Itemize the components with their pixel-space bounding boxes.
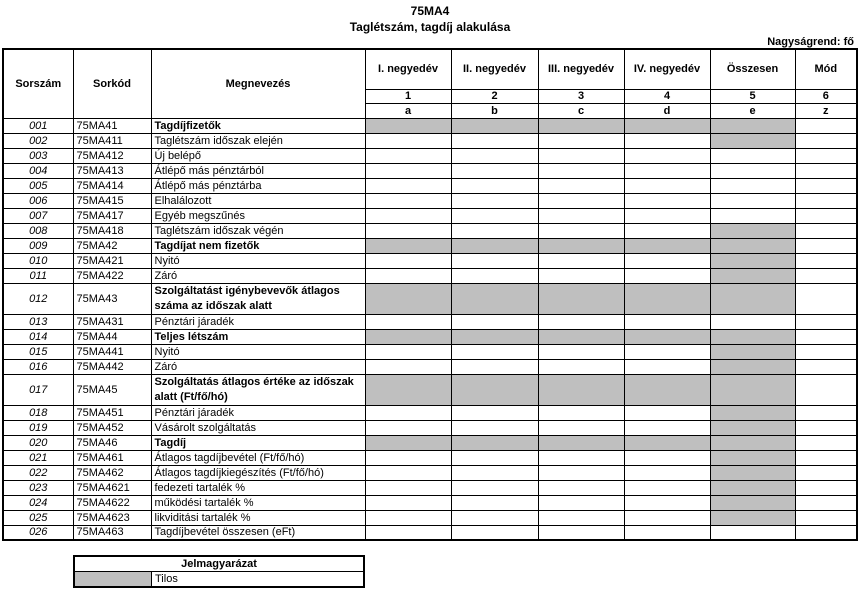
row-code: 75MA461 — [73, 450, 151, 465]
disabled-cell — [365, 118, 451, 133]
input-cell[interactable] — [451, 525, 538, 540]
row-name: Vásárolt szolgáltatás — [151, 420, 365, 435]
col-letter: z — [795, 103, 857, 118]
input-cell[interactable] — [624, 344, 710, 359]
legend — [73, 555, 365, 588]
disabled-cell — [538, 118, 624, 133]
input-cell[interactable] — [795, 148, 857, 163]
row-name: Pénztári járadék — [151, 314, 365, 329]
row-name: Átlagos tagdíjbevétel (Ft/fő/hó) — [151, 450, 365, 465]
unit-label: Nagyságrend: fő — [767, 36, 854, 48]
col-letter: c — [538, 103, 624, 118]
input-cell[interactable] — [365, 405, 451, 420]
row-number: 001 — [3, 118, 73, 133]
disabled-cell — [710, 405, 795, 420]
input-cell[interactable] — [795, 118, 857, 133]
input-cell[interactable] — [795, 193, 857, 208]
input-cell[interactable] — [365, 208, 451, 223]
disabled-cell — [451, 329, 538, 344]
input-cell[interactable] — [538, 344, 624, 359]
disabled-cell — [710, 238, 795, 253]
row-name: Záró — [151, 268, 365, 283]
input-cell[interactable] — [365, 510, 451, 525]
row-number: 024 — [3, 495, 73, 510]
table-row — [3, 405, 857, 420]
input-cell[interactable] — [538, 193, 624, 208]
row-code: 75MA442 — [73, 359, 151, 374]
input-cell[interactable] — [624, 223, 710, 238]
input-cell[interactable] — [451, 465, 538, 480]
disabled-cell — [538, 329, 624, 344]
col-letter: b — [451, 103, 538, 118]
input-cell[interactable] — [795, 208, 857, 223]
disabled-cell — [624, 374, 710, 405]
input-cell[interactable] — [795, 435, 857, 450]
input-cell[interactable] — [538, 495, 624, 510]
row-name: Elhalálozott — [151, 193, 365, 208]
row-name: Egyéb megszűnés — [151, 208, 365, 223]
disabled-cell — [365, 435, 451, 450]
form-title: Taglétszám, tagdíj alakulása — [349, 20, 511, 34]
input-cell[interactable] — [365, 193, 451, 208]
input-cell[interactable] — [451, 495, 538, 510]
disabled-cell — [624, 118, 710, 133]
input-cell[interactable] — [795, 133, 857, 148]
row-number: 022 — [3, 465, 73, 480]
input-cell[interactable] — [710, 163, 795, 178]
input-cell[interactable] — [451, 208, 538, 223]
input-cell[interactable] — [624, 510, 710, 525]
disabled-cell — [710, 268, 795, 283]
input-cell[interactable] — [795, 480, 857, 495]
input-cell[interactable] — [795, 465, 857, 480]
input-cell[interactable] — [795, 510, 857, 525]
table-row — [3, 510, 857, 525]
disabled-cell — [538, 283, 624, 314]
input-cell[interactable] — [710, 208, 795, 223]
col-number: 1 — [365, 89, 451, 103]
row-name: működési tartalék % — [151, 495, 365, 510]
input-cell[interactable] — [451, 420, 538, 435]
disabled-cell — [624, 238, 710, 253]
row-code: 75MA431 — [73, 314, 151, 329]
input-cell[interactable] — [538, 405, 624, 420]
input-cell[interactable] — [451, 450, 538, 465]
input-cell[interactable] — [538, 314, 624, 329]
row-number: 017 — [3, 374, 73, 405]
row-number: 006 — [3, 193, 73, 208]
disabled-cell — [710, 359, 795, 374]
disabled-cell — [451, 283, 538, 314]
table-body — [3, 118, 857, 540]
row-name: Tagdíj — [151, 435, 365, 450]
disabled-cell — [710, 510, 795, 525]
input-cell[interactable] — [538, 450, 624, 465]
input-cell[interactable] — [710, 525, 795, 540]
row-code: 75MA46 — [73, 435, 151, 450]
input-cell[interactable] — [451, 193, 538, 208]
disabled-cell — [710, 465, 795, 480]
disabled-cell — [538, 238, 624, 253]
table-row — [3, 238, 857, 253]
row-number: 007 — [3, 208, 73, 223]
col-number: 2 — [451, 89, 538, 103]
row-code: 75MA412 — [73, 148, 151, 163]
row-code: 75MA4622 — [73, 495, 151, 510]
disabled-cell — [710, 420, 795, 435]
disabled-cell — [365, 329, 451, 344]
row-code: 75MA41 — [73, 118, 151, 133]
row-name: Taglétszám időszak végén — [151, 223, 365, 238]
input-cell[interactable] — [624, 480, 710, 495]
table-row — [3, 465, 857, 480]
row-number: 009 — [3, 238, 73, 253]
row-code: 75MA45 — [73, 374, 151, 405]
input-cell[interactable] — [795, 344, 857, 359]
row-name: Új belépő — [151, 148, 365, 163]
disabled-cell — [710, 374, 795, 405]
input-cell[interactable] — [795, 405, 857, 420]
input-cell[interactable] — [451, 253, 538, 268]
input-cell[interactable] — [365, 314, 451, 329]
col-number: 3 — [538, 89, 624, 103]
input-cell[interactable] — [538, 480, 624, 495]
row-code: 75MA415 — [73, 193, 151, 208]
input-cell[interactable] — [795, 495, 857, 510]
col-letter: e — [710, 103, 795, 118]
input-cell[interactable] — [451, 148, 538, 163]
disabled-cell — [451, 374, 538, 405]
disabled-cell — [710, 435, 795, 450]
row-code: 75MA4623 — [73, 510, 151, 525]
disabled-cell — [365, 374, 451, 405]
disabled-cell — [538, 435, 624, 450]
input-cell[interactable] — [451, 344, 538, 359]
input-cell[interactable] — [795, 178, 857, 193]
input-cell[interactable] — [365, 344, 451, 359]
row-code: 75MA441 — [73, 344, 151, 359]
table-row — [3, 268, 857, 283]
input-cell[interactable] — [365, 163, 451, 178]
table-row — [3, 374, 857, 405]
input-cell[interactable] — [795, 163, 857, 178]
row-name: Szolgáltatást igénybevevők átlagos száma az időszak alatt — [151, 283, 365, 314]
input-cell[interactable] — [451, 480, 538, 495]
row-code: 75MA422 — [73, 268, 151, 283]
row-number: 013 — [3, 314, 73, 329]
row-number: 018 — [3, 405, 73, 420]
input-cell[interactable] — [624, 193, 710, 208]
input-cell[interactable] — [451, 314, 538, 329]
col-number: 4 — [624, 89, 710, 103]
input-cell[interactable] — [365, 450, 451, 465]
row-code: 75MA463 — [73, 525, 151, 540]
row-number: 026 — [3, 525, 73, 540]
header-sorszam: Sorszám — [3, 49, 73, 118]
row-name: Szolgáltatás átlagos értéke az időszak alatt (Ft/fő/hó) — [151, 374, 365, 405]
disabled-cell — [365, 238, 451, 253]
input-cell[interactable] — [795, 253, 857, 268]
input-cell[interactable] — [365, 525, 451, 540]
input-cell[interactable] — [795, 450, 857, 465]
input-cell[interactable] — [538, 253, 624, 268]
row-number: 014 — [3, 329, 73, 344]
input-cell[interactable] — [795, 359, 857, 374]
table-row — [3, 435, 857, 450]
table-row — [3, 148, 857, 163]
input-cell[interactable] — [538, 525, 624, 540]
row-code: 75MA414 — [73, 178, 151, 193]
header-col-5: Összesen — [710, 49, 795, 89]
header-col-6: Mód — [795, 49, 857, 89]
table-row — [3, 133, 857, 148]
input-cell[interactable] — [795, 223, 857, 238]
input-cell[interactable] — [624, 525, 710, 540]
table-row — [3, 314, 857, 329]
row-code: 75MA44 — [73, 329, 151, 344]
input-cell[interactable] — [451, 359, 538, 374]
input-cell[interactable] — [451, 510, 538, 525]
input-cell[interactable] — [710, 148, 795, 163]
row-number: 025 — [3, 510, 73, 525]
row-number: 003 — [3, 148, 73, 163]
row-number: 016 — [3, 359, 73, 374]
table-row — [3, 208, 857, 223]
input-cell[interactable] — [365, 268, 451, 283]
row-code: 75MA421 — [73, 253, 151, 268]
table-row — [3, 344, 857, 359]
row-number: 005 — [3, 178, 73, 193]
input-cell[interactable] — [795, 268, 857, 283]
input-cell[interactable] — [795, 374, 857, 405]
row-number: 011 — [3, 268, 73, 283]
row-name: Taglétszám időszak elején — [151, 133, 365, 148]
input-cell[interactable] — [365, 359, 451, 374]
row-code: 75MA462 — [73, 465, 151, 480]
input-cell[interactable] — [451, 133, 538, 148]
table-row — [3, 163, 857, 178]
col-letter: d — [624, 103, 710, 118]
disabled-cell — [451, 435, 538, 450]
row-name: fedezeti tartalék % — [151, 480, 365, 495]
row-name: Nyitó — [151, 253, 365, 268]
table-row — [3, 118, 857, 133]
input-cell[interactable] — [538, 268, 624, 283]
input-cell[interactable] — [538, 359, 624, 374]
row-number: 015 — [3, 344, 73, 359]
row-code: 75MA413 — [73, 163, 151, 178]
input-cell[interactable] — [365, 148, 451, 163]
form-code: 75MA4 — [410, 4, 450, 18]
input-cell[interactable] — [624, 268, 710, 283]
header-col-2: II. negyedév — [451, 49, 538, 89]
input-cell[interactable] — [624, 133, 710, 148]
disabled-cell — [710, 223, 795, 238]
input-cell[interactable] — [538, 163, 624, 178]
col-number: 6 — [795, 89, 857, 103]
input-cell[interactable] — [624, 148, 710, 163]
input-cell[interactable] — [538, 148, 624, 163]
table-row — [3, 283, 857, 314]
disabled-cell — [538, 374, 624, 405]
table-row — [3, 359, 857, 374]
input-cell[interactable] — [365, 178, 451, 193]
header-sorkod: Sorkód — [73, 49, 151, 118]
row-code: 75MA42 — [73, 238, 151, 253]
input-cell[interactable] — [624, 208, 710, 223]
table-row — [3, 193, 857, 208]
row-name: Átlagos tagdíjkiegészítés (Ft/fő/hó) — [151, 465, 365, 480]
input-cell[interactable] — [710, 193, 795, 208]
table-row — [3, 253, 857, 268]
input-cell[interactable] — [710, 314, 795, 329]
input-cell[interactable] — [451, 405, 538, 420]
input-cell[interactable] — [538, 133, 624, 148]
row-name: Pénztári járadék — [151, 405, 365, 420]
table-row — [3, 480, 857, 495]
disabled-cell — [710, 283, 795, 314]
input-cell[interactable] — [365, 133, 451, 148]
input-cell[interactable] — [624, 359, 710, 374]
row-number: 020 — [3, 435, 73, 450]
input-cell[interactable] — [538, 510, 624, 525]
header-col-1: I. negyedév — [365, 49, 451, 89]
row-name: Tagdíjbevétel összesen (eFt) — [151, 525, 365, 540]
disabled-cell — [451, 238, 538, 253]
input-cell[interactable] — [624, 465, 710, 480]
row-name: Átlépő más pénztárból — [151, 163, 365, 178]
row-number: 023 — [3, 480, 73, 495]
input-cell[interactable] — [795, 314, 857, 329]
input-cell[interactable] — [538, 178, 624, 193]
row-code: 75MA418 — [73, 223, 151, 238]
input-cell[interactable] — [624, 450, 710, 465]
disabled-cell — [624, 329, 710, 344]
header-col-4: IV. negyedév — [624, 49, 710, 89]
input-cell[interactable] — [538, 420, 624, 435]
row-name: Záró — [151, 359, 365, 374]
input-cell[interactable] — [795, 525, 857, 540]
input-cell[interactable] — [451, 268, 538, 283]
input-cell[interactable] — [365, 420, 451, 435]
row-number: 021 — [3, 450, 73, 465]
row-name: Teljes létszám — [151, 329, 365, 344]
disabled-cell — [451, 118, 538, 133]
header-megnevezes: Megnevezés — [151, 49, 365, 118]
table-row — [3, 420, 857, 435]
table-row — [3, 329, 857, 344]
disabled-cell — [624, 283, 710, 314]
row-code: 75MA43 — [73, 283, 151, 314]
row-code: 75MA4621 — [73, 480, 151, 495]
row-code: 75MA451 — [73, 405, 151, 420]
input-cell[interactable] — [624, 420, 710, 435]
disabled-cell — [710, 344, 795, 359]
row-number: 004 — [3, 163, 73, 178]
disabled-cell — [365, 283, 451, 314]
input-cell[interactable] — [451, 223, 538, 238]
data-table — [2, 48, 858, 541]
col-letter: a — [365, 103, 451, 118]
table-row — [3, 178, 857, 193]
input-cell[interactable] — [365, 480, 451, 495]
input-cell[interactable] — [365, 223, 451, 238]
header-col-3: III. negyedév — [538, 49, 624, 89]
disabled-cell — [624, 435, 710, 450]
input-cell[interactable] — [624, 405, 710, 420]
row-code: 75MA411 — [73, 133, 151, 148]
input-cell[interactable] — [624, 495, 710, 510]
col-number: 5 — [710, 89, 795, 103]
row-number: 002 — [3, 133, 73, 148]
input-cell[interactable] — [624, 178, 710, 193]
input-cell[interactable] — [538, 208, 624, 223]
row-name: likviditási tartalék % — [151, 510, 365, 525]
disabled-cell — [710, 118, 795, 133]
disabled-cell — [710, 495, 795, 510]
input-cell[interactable] — [365, 495, 451, 510]
input-cell[interactable] — [624, 253, 710, 268]
input-cell[interactable] — [365, 253, 451, 268]
input-cell[interactable] — [538, 223, 624, 238]
table-row — [3, 223, 857, 238]
row-number: 010 — [3, 253, 73, 268]
input-cell[interactable] — [451, 163, 538, 178]
disabled-cell — [710, 133, 795, 148]
row-name: Nyitó — [151, 344, 365, 359]
disabled-cell — [710, 450, 795, 465]
input-cell[interactable] — [365, 465, 451, 480]
input-cell[interactable] — [624, 163, 710, 178]
table-row — [3, 450, 857, 465]
row-code: 75MA417 — [73, 208, 151, 223]
row-number: 019 — [3, 420, 73, 435]
input-cell[interactable] — [795, 420, 857, 435]
row-number: 008 — [3, 223, 73, 238]
row-code: 75MA452 — [73, 420, 151, 435]
legend-title: Jelmagyarázat — [74, 556, 364, 572]
disabled-cell — [710, 329, 795, 344]
table-row — [3, 495, 857, 510]
row-name: Tagdíjat nem fizetők — [151, 238, 365, 253]
input-cell[interactable] — [710, 178, 795, 193]
input-cell[interactable] — [538, 465, 624, 480]
row-number: 012 — [3, 283, 73, 314]
input-cell[interactable] — [451, 178, 538, 193]
input-cell[interactable] — [795, 238, 857, 253]
input-cell[interactable] — [795, 283, 857, 314]
legend-swatch — [74, 572, 152, 588]
row-name: Tagdíjfizetők — [151, 118, 365, 133]
disabled-cell — [710, 480, 795, 495]
input-cell[interactable] — [795, 329, 857, 344]
legend-label: Tilos — [152, 572, 365, 588]
row-name: Átlépő más pénztárba — [151, 178, 365, 193]
disabled-cell — [710, 253, 795, 268]
input-cell[interactable] — [624, 314, 710, 329]
table-row — [3, 525, 857, 540]
